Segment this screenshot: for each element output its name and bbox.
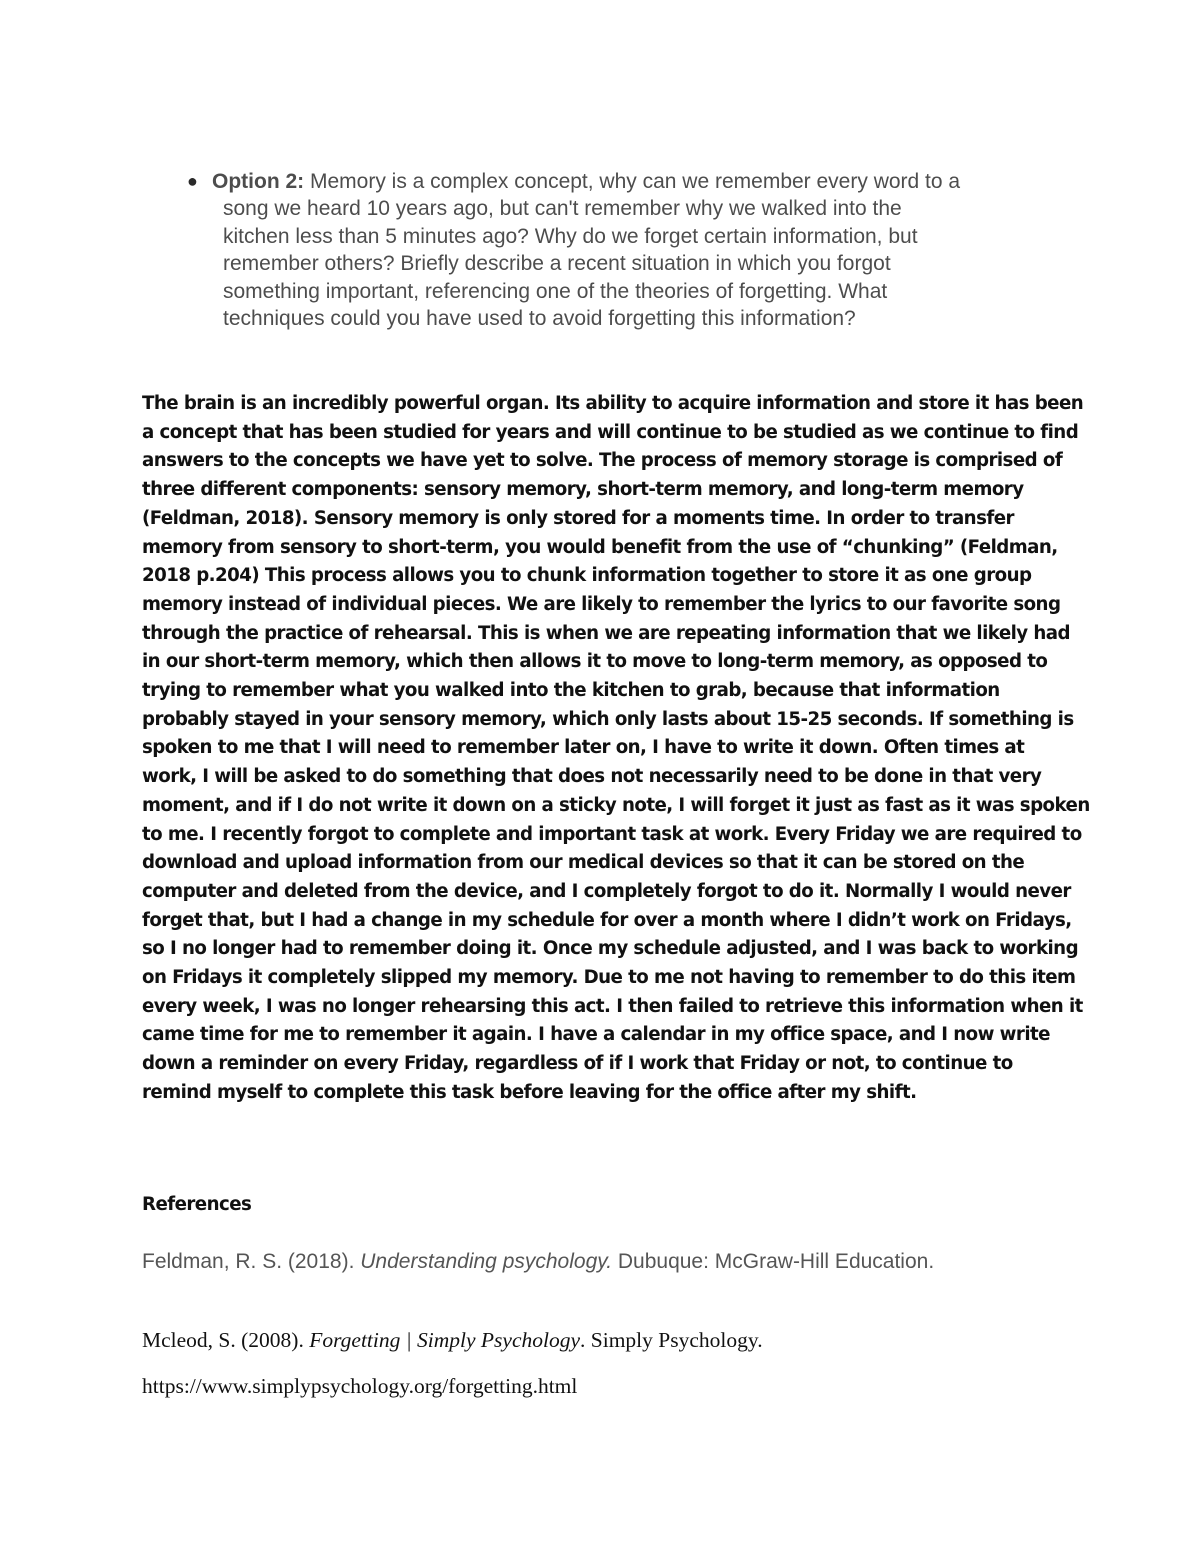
bullet-icon: ● [187, 171, 198, 191]
essay-line: trying to remember what you walked into the kitchen to grab, because that information [142, 680, 1000, 702]
essay-line: spoken to me that I will need to remember later on, I have to write it down. Often times at [142, 737, 1025, 759]
essay-line: work, I will be asked to do something that does not necessarily need to be done in that very [142, 766, 1042, 788]
assignment-prompt [187, 168, 1067, 332]
essay-line: remind myself to complete this task before leaving for the office after my shift. [142, 1081, 917, 1103]
reference-url: https://www.simplypsychology.org/forgetting.html [142, 1374, 578, 1398]
prompt-line: remember others? Briefly describe a recent situation in which you forgot [223, 252, 891, 276]
essay-line: 2018 p.204) This process allows you to chunk information together to store it as one group [142, 565, 1032, 587]
prompt-first-line [187, 168, 1067, 195]
essay-line: to me. I recently forgot to complete and important task at work. Every Friday we are required to [142, 823, 1082, 845]
essay-paragraph [142, 390, 1090, 1108]
reference-publisher: Dubuque: McGraw-Hill Education. [612, 1250, 935, 1273]
essay-line: through the practice of rehearsal. This is when we are repeating information that we likely had [142, 622, 1070, 644]
essay-line: three different components: sensory memory, short-term memory, and long-term memory [142, 479, 1024, 501]
essay-line: (Feldman, 2018). Sensory memory is only stored for a moments time. In order to transfer [142, 507, 1014, 529]
prompt-label: Option 2: [212, 170, 305, 193]
essay-line: a concept that has been studied for years and will continue to be studied as we continue to find [142, 421, 1079, 443]
essay-line: forget that, but I had a change in my schedule for over a month where I didn’t work on Fridays, [142, 909, 1072, 931]
essay-line: answers to the concepts we have yet to solve. The process of memory storage is comprised of [142, 450, 1063, 472]
reference-title: Understanding psychology. [360, 1250, 613, 1273]
prompt-line: song we heard 10 years ago, but can't remember why we walked into the [223, 197, 902, 221]
essay-line: probably stayed in your sensory memory, which only lasts about 15-25 seconds. If something is [142, 708, 1074, 730]
prompt-line: techniques could you have used to avoid forgetting this information? [223, 307, 856, 331]
essay-line: on Fridays it completely slipped my memory. Due to me not having to remember to do this item [142, 967, 1076, 989]
essay-line: came time for me to remember it again. I have a calendar in my office space, and I now write [142, 1024, 1050, 1046]
essay-line: every week, I was no longer rehearsing this act. I then failed to retrieve this information when it [142, 995, 1083, 1017]
essay-line: so I no longer had to remember doing it. Once my schedule adjusted, and I was back to working [142, 938, 1079, 960]
prompt-first-text: Memory is a complex concept, why can we remember every word to a [304, 170, 961, 193]
prompt-line: something important, referencing one of the theories of forgetting. What [223, 279, 888, 303]
reference-feldman [142, 1250, 934, 1274]
essay-line: memory from sensory to short-term, you would benefit from the use of “chunking” (Feldman, [142, 536, 1058, 558]
essay-line: The brain is an incredibly powerful organ. Its ability to acquire information and store it has been [142, 393, 1084, 414]
essay-line: down a reminder on every Friday, regardless of if I work that Friday or not, to continue to [142, 1053, 1013, 1075]
reference-publisher: . Simply Psychology. [580, 1328, 763, 1352]
essay-line: download and upload information from our medical devices so that it can be stored on the [142, 852, 1025, 874]
essay-line: in our short-term memory, which then allows it to move to long-term memory, as opposed to [142, 651, 1048, 673]
prompt-line: kitchen less than 5 minutes ago? Why do we forget certain information, but [223, 224, 918, 248]
reference-author: Mcleod, S. (2008). [142, 1328, 310, 1352]
reference-mcleod [142, 1328, 763, 1353]
references-heading: References [142, 1194, 252, 1215]
reference-title: Forgetting | Simply Psychology [309, 1328, 581, 1352]
essay-line: moment, and if I do not write it down on a sticky note, I will forget it just as fast as it was spoken [142, 794, 1090, 816]
essay-line: computer and deleted from the device, and I completely forgot to do it. Normally I would never [142, 880, 1071, 902]
reference-author: Feldman, R. S. (2018). [142, 1250, 361, 1273]
essay-line: memory instead of individual pieces. We are likely to remember the lyrics to our favorite song [142, 593, 1061, 615]
